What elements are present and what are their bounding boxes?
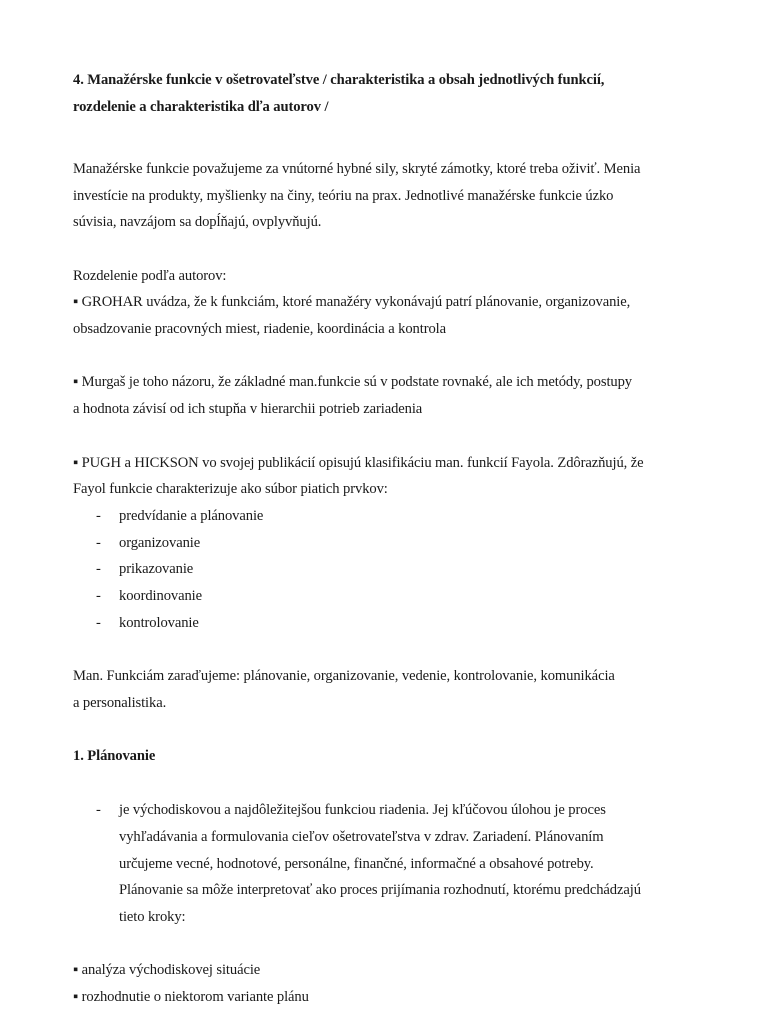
list-dash: -	[96, 802, 101, 818]
fayol-item-planning: predvídanie a plánovanie	[119, 508, 264, 524]
authors-heading: Rozdelenie podľa autorov:	[73, 268, 227, 284]
list-dash: -	[96, 588, 101, 604]
fayol-item-organizing: organizovanie	[119, 535, 201, 551]
planning-line-2: vyhľadávania a formulovania cieľov ošetrovateľstva v zdrav. Zariadení. Plánovaním	[119, 829, 604, 845]
grohar-line-1: ▪ GROHAR uvádza, že k funkciám, ktoré manažéry vykonávajú patrí plánovanie, organizovanie,	[73, 294, 631, 310]
step-item-1: ▪ analýza východiskovej situácie	[73, 962, 261, 978]
list-dash: -	[96, 561, 101, 577]
murgas-line-2: a hodnota závisí od ich stupňa v hierarchii potrieb zariadenia	[73, 401, 423, 417]
pugh-line-2: Fayol funkcie charakterizuje ako súbor piatich prvkov:	[73, 481, 388, 497]
planning-line-4: Plánovanie sa môže interpretovať ako proces prijímania rozhodnutí, ktorému predchádzajú	[119, 882, 641, 898]
heading-line-2: rozdelenie a charakteristika dľa autorov /	[73, 99, 329, 115]
fayol-item-controlling: kontrolovanie	[119, 615, 199, 631]
grohar-line-2: obsadzovanie pracovných miest, riadenie, koordinácia a kontrola	[73, 321, 446, 337]
murgas-line-1: ▪ Murgaš je toho názoru, že základné man.funkcie sú v podstate rovnaké, ale ich metódy, postupy	[73, 374, 632, 390]
man-functions-line-1: Man. Funkciám zaraďujeme: plánovanie, organizovanie, vedenie, kontrolovanie, komunikácia	[73, 668, 615, 684]
planning-line-5: tieto kroky:	[119, 909, 186, 925]
section-1-title: 1. Plánovanie	[73, 748, 156, 764]
fayol-item-commanding: prikazovanie	[119, 561, 194, 577]
list-dash: -	[96, 615, 101, 631]
planning-line-1: je východiskovou a najdôležitejšou funkciou riadenia. Jej kľúčovou úlohou je proces	[119, 802, 606, 818]
intro-line-2: investície na produkty, myšlienky na činy, teóriu na prax. Jednotlivé manažérske funkcie úzko	[73, 188, 614, 204]
man-functions-line-2: a personalistika.	[73, 695, 167, 711]
intro-line-1: Manažérske funkcie považujeme za vnútorné hybné sily, skryté zámotky, ktoré treba oživiť. Menia	[73, 161, 641, 177]
fayol-item-coordinating: koordinovanie	[119, 588, 202, 604]
list-dash: -	[96, 508, 101, 524]
heading-line-1: 4. Manažérske funkcie v ošetrovateľstve / charakteristika a obsah jednotlivých funkcií,	[73, 72, 605, 88]
planning-line-3: určujeme vecné, hodnotové, personálne, finančné, informačné a obsahové potreby.	[119, 856, 594, 872]
intro-line-3: súvisia, navzájom sa dopĺňajú, ovplyvňujú.	[73, 214, 322, 230]
step-item-2: ▪ rozhodnutie o niektorom variante plánu	[73, 989, 309, 1005]
list-dash: -	[96, 535, 101, 551]
pugh-line-1: ▪ PUGH a HICKSON vo svojej publikácií opisujú klasifikáciu man. funkcií Fayola. Zdôrazňujú, že	[73, 455, 644, 471]
